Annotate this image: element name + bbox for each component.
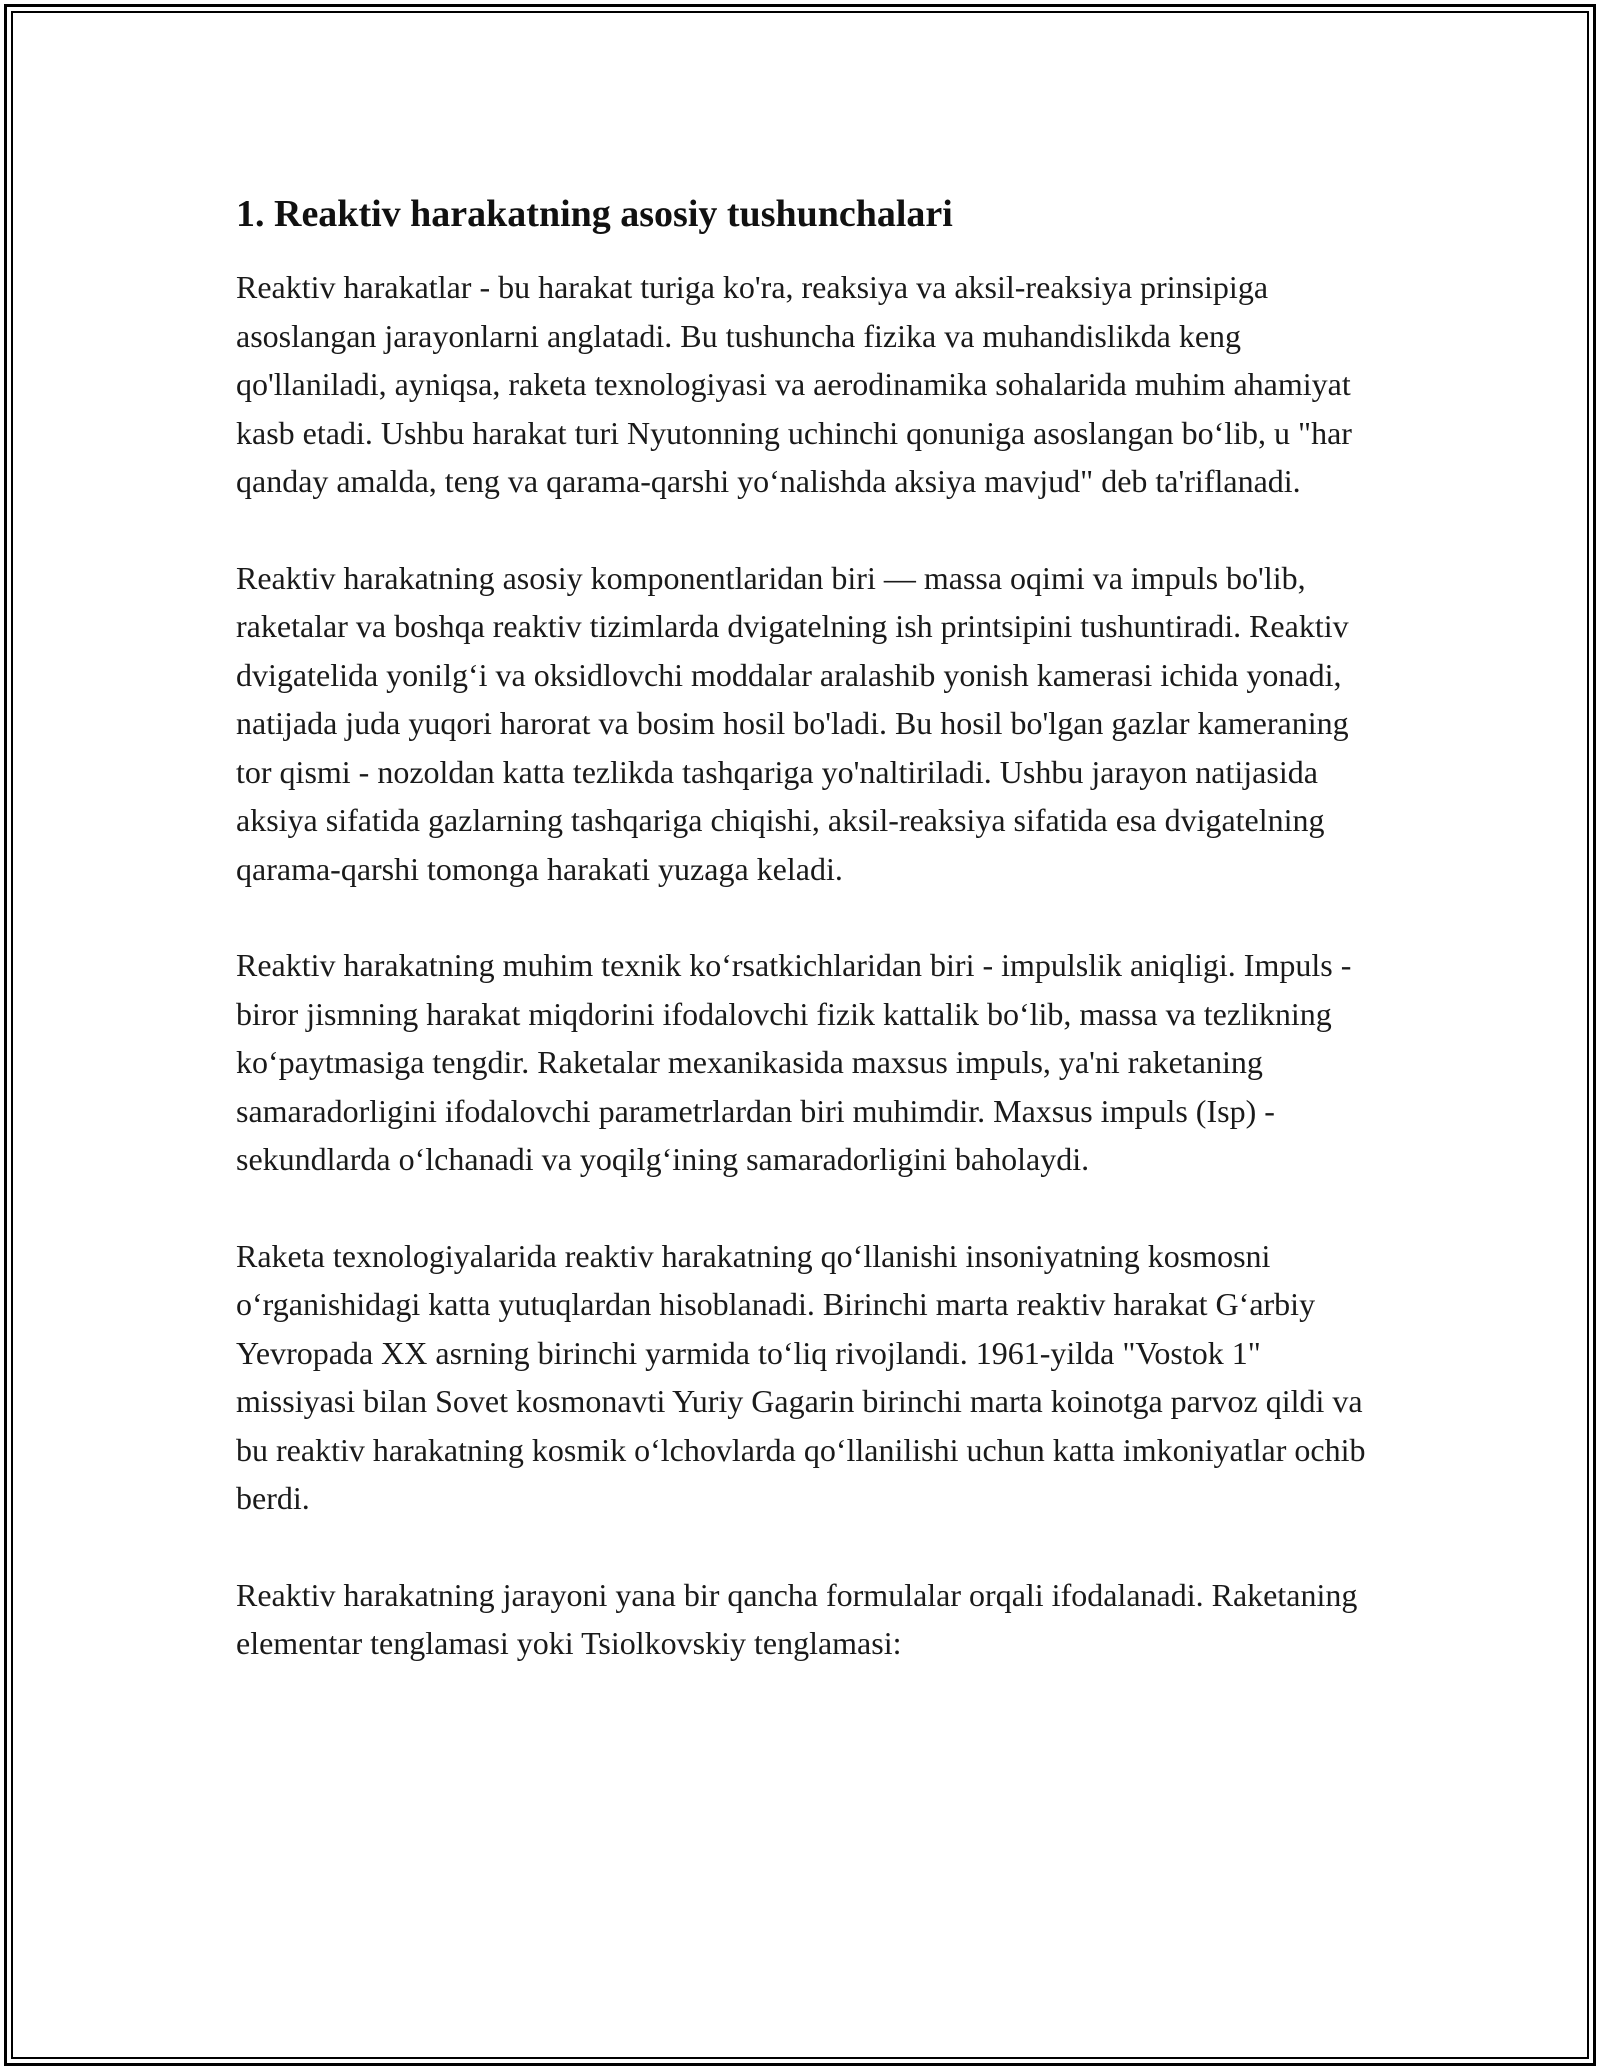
paragraph-2: Reaktiv harakatning asosiy komponentlaridan biri — massa oqimi va impuls bo'lib, raketalar va boshqa reaktiv tizimlarda dvigatelning ish printsipini tushuntiradi. Reaktiv dvigatelida yonilg‘i va oksidlovchi moddalar aralashib yonish kamerasi ichida yonadi, natijada juda yuqori harorat va bosim hosil bo'ladi. Bu hosil bo'lgan gazlar kameraning tor qismi - nozoldan katta tezlikda tashqariga yo'naltiriladi. Ushbu jarayon natijasida aksiya sifatida gazlarning tashqariga chiqishi, aksil-reaksiya sifatida esa dvigatelning qarama-qarshi tomonga harakati yuzaga keladi. bbox=[236, 559, 1349, 887]
section-heading: 1. Reaktiv harakatning asosiy tushunchalari bbox=[236, 193, 953, 235]
document-body bbox=[236, 185, 1376, 1716]
paragraph-3: Reaktiv harakatning muhim texnik ko‘rsatkichlaridan biri - impulslik aniqligi. Impuls - biror jismning harakat miqdorini ifodalovchi fizik kattalik bo‘lib, massa va tezlikning ko‘paytmasiga tengdir. Raketalar mexanikasida maxsus impuls, ya'ni raketaning samaradorligini ifodalovchi parametrlardan biri muhimdir. Maxsus impuls (Isp) - sekundlarda o‘lchanadi va yoqilg‘ining samaradorligini baholaydi. bbox=[236, 947, 1352, 1177]
paragraph-1: Reaktiv harakatlar - bu harakat turiga ko'ra, reaksiya va aksil-reaksiya prinsipiga asoslangan jarayonlarni anglatadi. Bu tushuncha fizika va muhandislikda keng qo'llaniladi, ayniqsa, raketa texnologiyasi va aerodinamika sohalarida muhim ahamiyat kasb etadi. Ushbu harakat turi Nyutonning uchinchi qonuniga asoslangan bo‘lib, u "har qanday amalda, teng va qarama-qarshi yo‘nalishda aksiya mavjud" deb ta'riflanadi. bbox=[236, 269, 1352, 499]
paragraph-5: Reaktiv harakatning jarayoni yana bir qancha formulalar orqali ifodalanadi. Raketaning elementar tenglamasi yoki Tsiolkovskiy tenglamasi: bbox=[236, 1576, 1358, 1661]
paragraph-4: Raketa texnologiyalarida reaktiv harakatning qo‘llanishi insoniyatning kosmosni o‘rganishidagi katta yutuqlardan hisoblanadi. Birinchi marta reaktiv harakat G‘arbiy Yevropada XX asrning birinchi yarmida to‘liq rivojlandi. 1961-yilda "Vostok 1" missiyasi bilan Sovet kosmonavti Yuriy Gagarin birinchi marta koinotga parvoz qildi va bu reaktiv harakatning kosmik o‘lchovlarda qo‘llanilishi uchun katta imkoniyatlar ochib berdi. bbox=[236, 1237, 1366, 1516]
